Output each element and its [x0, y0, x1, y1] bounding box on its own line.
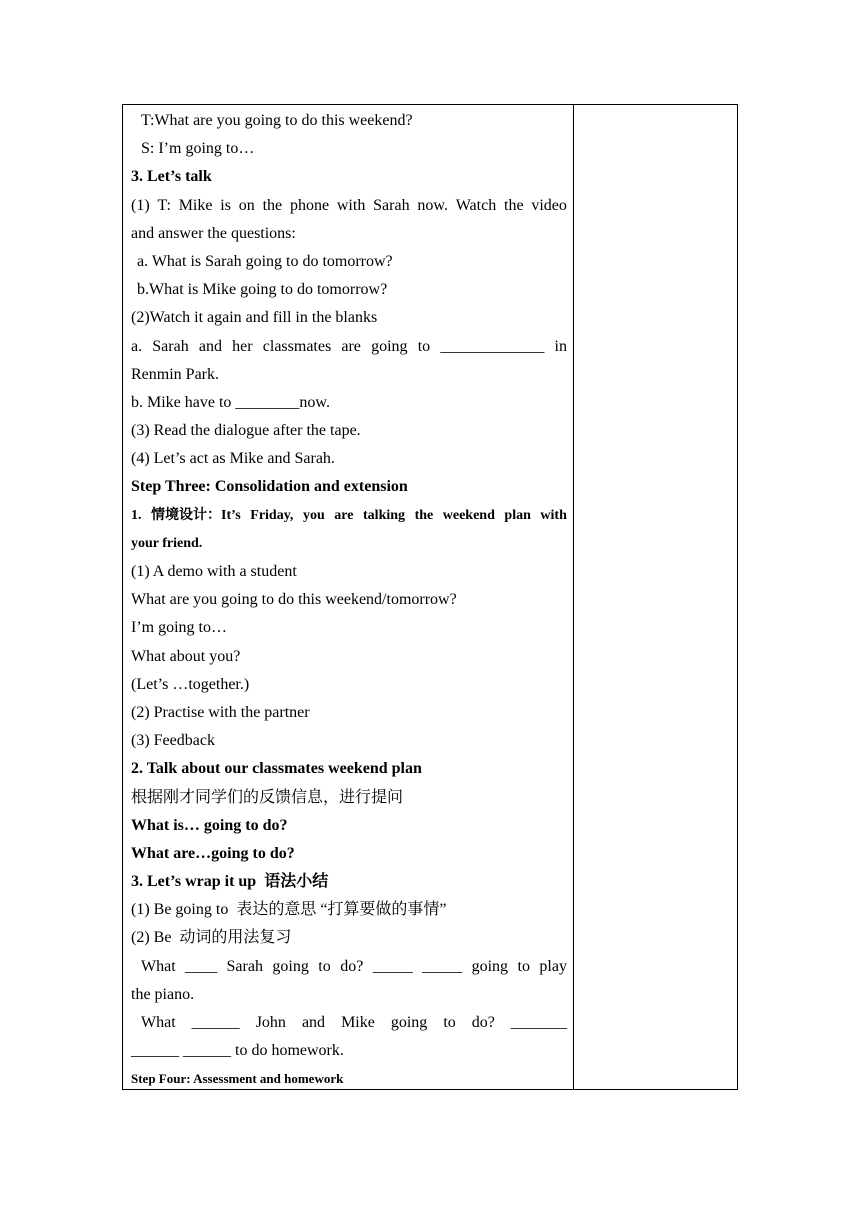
- text-line: (1) A demo with a student: [131, 563, 297, 580]
- word: ______: [191, 1014, 240, 1031]
- text-line: What about you?: [131, 647, 241, 665]
- word: a.: [131, 337, 143, 355]
- word: phone: [289, 196, 330, 214]
- word: do?: [471, 1014, 495, 1031]
- word: the: [262, 196, 283, 214]
- justified-line: [131, 333, 567, 361]
- word: classmates: [262, 337, 332, 355]
- text-line: b. Mike have to ________now.: [131, 393, 330, 411]
- word: and: [198, 337, 222, 355]
- word: you: [302, 507, 325, 523]
- justified-line: [131, 192, 567, 220]
- word: _____: [422, 957, 463, 975]
- word: going: [272, 957, 309, 975]
- word: Watch: [455, 196, 497, 214]
- text-line: the piano.: [131, 985, 195, 1003]
- text-line: Renmin Park.: [131, 365, 219, 383]
- word: plan: [504, 507, 531, 523]
- word: ____: [185, 957, 218, 975]
- section-heading: 3. Let’s talk: [131, 168, 212, 186]
- word: Sarah: [373, 196, 410, 214]
- text-line: What is… going to do?: [131, 816, 288, 834]
- word: _____________: [440, 337, 545, 355]
- word: going: [471, 957, 509, 975]
- text-line: (2) Practise with the partner: [131, 703, 310, 721]
- word: going: [371, 337, 408, 355]
- text-line: (1) Be going to 表达的意思 “打算要做的事情”: [131, 901, 447, 919]
- word: Mike: [341, 1014, 375, 1031]
- text-line: S: I’m going to…: [141, 140, 255, 158]
- text-line: (3) Feedback: [131, 732, 215, 750]
- text-line: and answer the questions:: [131, 224, 296, 242]
- text-line: (2)Watch it again and fill in the blanks: [131, 309, 378, 327]
- word: to: [417, 337, 431, 355]
- text-line: What are you going to do this weekend/tomorrow?: [131, 591, 457, 609]
- section-heading: 2. Talk about our classmates weekend plan: [131, 760, 422, 778]
- justified-line: [131, 502, 567, 530]
- word: Friday,: [250, 507, 294, 523]
- text-line: What are…going to do?: [131, 844, 295, 862]
- word: and: [301, 1014, 326, 1031]
- word: to: [517, 957, 530, 975]
- justified-line: [131, 953, 567, 981]
- word: video: [531, 196, 567, 214]
- text-line: your friend.: [131, 535, 203, 551]
- word: the: [504, 196, 524, 214]
- lesson-content-cell: [131, 107, 567, 1094]
- word: 1.: [131, 507, 142, 523]
- word: on: [238, 196, 255, 214]
- word: Sarah: [226, 957, 263, 975]
- word: What: [141, 1014, 176, 1031]
- word: in: [554, 337, 567, 355]
- word: her: [232, 337, 253, 355]
- lesson-plan-table: [122, 104, 738, 1090]
- word: play: [539, 957, 567, 975]
- justified-line: [131, 1009, 567, 1037]
- word: What: [141, 957, 176, 975]
- word: is: [220, 196, 231, 214]
- word: do?: [340, 957, 364, 975]
- word: _____: [372, 957, 413, 975]
- question-line: b.What is Mike going to do tomorrow?: [137, 281, 388, 299]
- word: to: [443, 1014, 456, 1031]
- text-line: (4) Let’s act as Mike and Sarah.: [131, 450, 335, 468]
- word: are: [334, 507, 354, 523]
- word: talking: [363, 507, 406, 523]
- step-heading: Step Three: Consolidation and extension: [131, 478, 408, 496]
- word: with: [540, 507, 567, 523]
- word: with: [336, 196, 366, 214]
- text-line: (Let’s …together.): [131, 675, 250, 693]
- text-line: ______ ______ to do homework.: [131, 1042, 344, 1060]
- word: 情境设计：It’s: [151, 507, 241, 523]
- word: John: [255, 1014, 286, 1031]
- section-heading: 3. Let’s wrap it up 语法小结: [131, 873, 329, 891]
- word: going: [390, 1014, 428, 1031]
- word: to: [318, 957, 331, 975]
- text-line: (2) Be 动词的用法复习: [131, 929, 292, 947]
- text-line: (3) Read the dialogue after the tape.: [131, 422, 361, 440]
- step-heading: Step Four: Assessment and homework: [131, 1071, 344, 1087]
- text-line: I’m going to…: [131, 619, 227, 637]
- text-line: T:What are you going to do this weekend?: [141, 112, 413, 129]
- word: T:: [157, 196, 171, 214]
- word: now.: [417, 196, 448, 214]
- word: are: [341, 337, 361, 355]
- word: weekend: [442, 507, 495, 523]
- question-line: a. What is Sarah going to do tomorrow?: [137, 252, 393, 270]
- column-divider: [573, 105, 574, 1089]
- word: the: [414, 507, 434, 523]
- word: Mike: [178, 196, 213, 214]
- word: (1): [131, 196, 150, 214]
- text-line: 根据刚才同学们的反馈信息，进行提问: [131, 788, 404, 806]
- word: _______: [510, 1014, 567, 1031]
- word: Sarah: [152, 337, 189, 355]
